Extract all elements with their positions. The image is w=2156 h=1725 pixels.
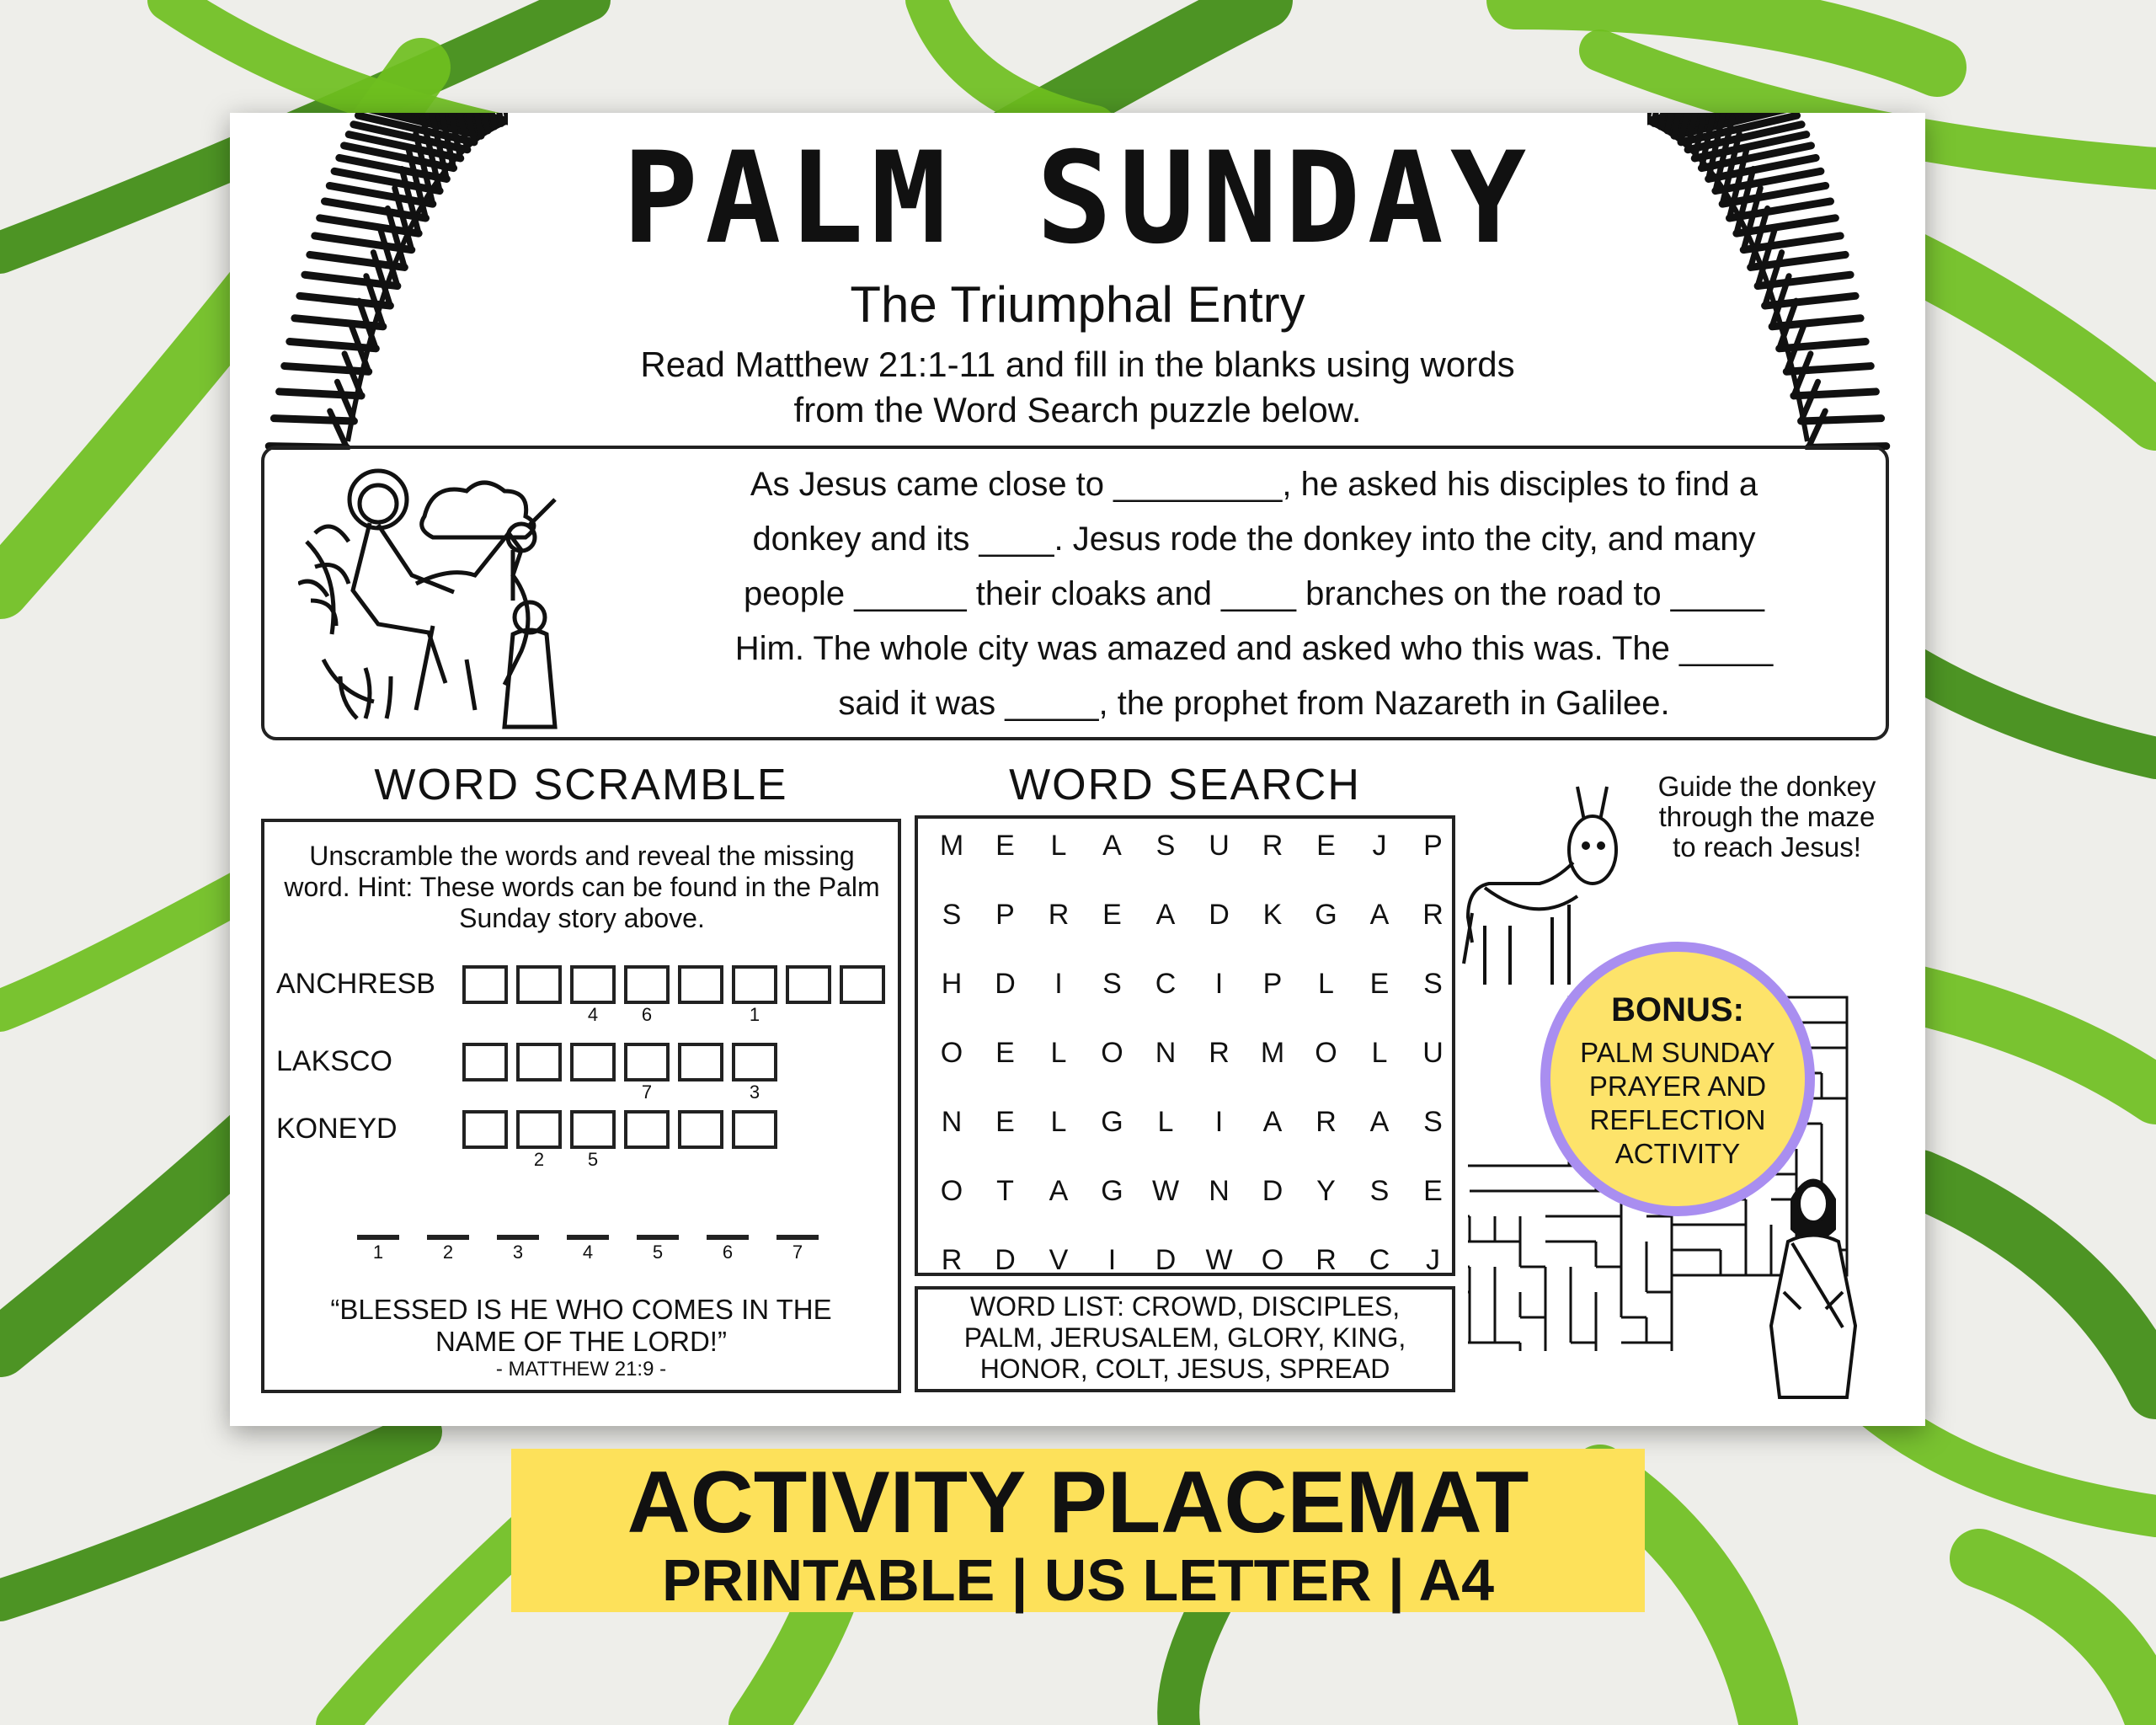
letter-box[interactable] xyxy=(462,965,508,1004)
answer-blank-number: 7 xyxy=(792,1242,803,1263)
story-line: people ______ their cloaks and ____ branches on the road to _____ xyxy=(743,575,1765,612)
letter-box[interactable] xyxy=(516,1043,562,1081)
maze-instructions-line: through the maze xyxy=(1658,801,1876,832)
letter-box[interactable] xyxy=(840,965,885,1004)
grid-letter[interactable]: J xyxy=(1372,830,1387,862)
grid-letter[interactable]: U xyxy=(1422,1037,1444,1069)
letter-box[interactable] xyxy=(624,965,670,1004)
grid-letter[interactable]: R xyxy=(1315,1106,1337,1138)
word-list-line: WORD LIST: CROWD, DISCIPLES, xyxy=(969,1291,1401,1322)
grid-letter[interactable]: J xyxy=(1426,1244,1440,1276)
word-list-line: PALM, JERUSALEM, GLORY, KING, xyxy=(963,1322,1406,1353)
product-banner xyxy=(511,1449,1645,1612)
grid-letter[interactable]: A xyxy=(1369,1106,1390,1138)
banner-subtitle: PRINTABLE | US LETTER | A4 xyxy=(661,1547,1495,1613)
letter-box[interactable] xyxy=(516,1110,562,1149)
page-title: PALM SUNDAY xyxy=(622,126,1534,272)
jesus-on-donkey-illustration xyxy=(298,457,601,735)
grid-letter[interactable]: N xyxy=(941,1106,963,1138)
grid-letter[interactable]: S xyxy=(1155,830,1176,862)
grid-letter[interactable]: P xyxy=(1423,830,1443,862)
grid-letter[interactable]: I xyxy=(1214,968,1224,1000)
grid-letter[interactable]: T xyxy=(996,1175,1014,1207)
grid-letter[interactable]: E xyxy=(1423,1175,1443,1207)
word-scramble-instructions: Unscramble the words and reveal the missing word. Hint: These words can be found in the Palm Sunday story above. xyxy=(284,841,880,933)
grid-letter[interactable]: L xyxy=(1371,1037,1388,1069)
grid-letter[interactable]: S xyxy=(1423,968,1443,1000)
palm-leaf xyxy=(1516,0,1937,67)
grid-letter[interactable]: A xyxy=(1262,1106,1283,1138)
maze-instructions-line: Guide the donkey xyxy=(1657,771,1876,802)
story-line: As Jesus came close to _________, he asked his disciples to find a xyxy=(750,466,1758,503)
maze-instructions xyxy=(1636,772,1897,862)
story-line: Him. The whole city was amazed and asked who this was. The _____ xyxy=(734,630,1774,667)
grid-letter[interactable]: L xyxy=(1050,830,1067,862)
letter-box[interactable] xyxy=(570,1110,616,1149)
answer-blank[interactable] xyxy=(357,1235,399,1240)
quote-line: NAME OF THE LORD!” xyxy=(435,1326,727,1357)
bonus-line: ACTIVITY xyxy=(1614,1138,1741,1169)
word-list-line: HONOR, COLT, JESUS, SPREAD xyxy=(979,1354,1390,1384)
letter-box[interactable] xyxy=(786,965,831,1004)
letter-box[interactable] xyxy=(678,965,723,1004)
grid-letter[interactable]: A xyxy=(1049,1175,1069,1207)
grid-letter[interactable]: O xyxy=(1315,1037,1337,1069)
letter-box[interactable] xyxy=(732,965,777,1004)
word-scramble-box xyxy=(261,819,901,1393)
bonus-label: BONUS: xyxy=(1611,991,1744,1028)
palm-leaf xyxy=(1920,1179,2156,1390)
grid-letter[interactable]: E xyxy=(995,830,1015,862)
grid-letter[interactable]: I xyxy=(1214,1106,1224,1138)
bonus-line: REFLECTION xyxy=(1589,1104,1766,1135)
grid-letter[interactable]: N xyxy=(1155,1037,1177,1069)
activity-placemat xyxy=(230,113,1925,1426)
letter-box[interactable] xyxy=(678,1110,723,1149)
letter-box[interactable] xyxy=(732,1043,777,1081)
answer-blank[interactable] xyxy=(776,1235,819,1240)
grid-letter[interactable]: S xyxy=(1369,1175,1390,1207)
letter-box[interactable] xyxy=(516,965,562,1004)
grid-letter[interactable]: N xyxy=(1209,1175,1230,1207)
palm-leaf xyxy=(0,884,253,1011)
grid-letter[interactable]: W xyxy=(1151,1175,1180,1207)
letter-number: 7 xyxy=(641,1081,653,1103)
answer-blank[interactable] xyxy=(707,1235,749,1240)
story-box xyxy=(261,446,1889,740)
grid-letter[interactable]: O xyxy=(940,1037,963,1069)
letter-box[interactable] xyxy=(624,1110,670,1149)
grid-letter[interactable]: L xyxy=(1050,1106,1067,1138)
page-subtitle: The Triumphal Entry xyxy=(850,276,1305,333)
grid-letter[interactable]: S xyxy=(942,899,962,931)
grid-letter[interactable]: L xyxy=(1318,968,1334,1000)
grid-letter[interactable]: D xyxy=(1262,1175,1283,1207)
grid-letter[interactable]: P xyxy=(995,899,1015,931)
grid-letter[interactable]: A xyxy=(1369,899,1390,931)
scrambled-word: ANCHRESB xyxy=(276,968,435,1000)
grid-letter[interactable]: I xyxy=(1107,1244,1117,1276)
grid-letter[interactable]: R xyxy=(1315,1244,1337,1276)
letter-number: 3 xyxy=(749,1081,760,1103)
grid-letter[interactable]: G xyxy=(1315,899,1337,931)
banner-title: ACTIVITY PLACEMAT xyxy=(627,1454,1529,1551)
word-search-heading: WORD SEARCH xyxy=(1009,761,1361,809)
grid-letter[interactable]: G xyxy=(1101,1106,1123,1138)
answer-blank-number: 6 xyxy=(722,1242,734,1263)
letter-box[interactable] xyxy=(732,1110,777,1149)
grid-letter[interactable]: R xyxy=(1209,1037,1230,1069)
word-scramble-heading: WORD SCRAMBLE xyxy=(374,761,788,809)
answer-blank-number: 5 xyxy=(652,1242,664,1263)
grid-letter[interactable]: H xyxy=(941,968,963,1000)
letter-number: 6 xyxy=(641,1004,653,1025)
answer-blank-number: 3 xyxy=(512,1242,524,1263)
palm-leaf xyxy=(0,1432,421,1600)
palm-leaf xyxy=(1979,1558,2156,1725)
answer-blank[interactable] xyxy=(427,1235,469,1240)
quote-line: “BLESSED IS HE WHO COMES IN THE xyxy=(330,1294,832,1325)
grid-letter[interactable]: D xyxy=(995,1244,1016,1276)
grid-letter[interactable]: R xyxy=(1422,899,1444,931)
grid-letter[interactable]: O xyxy=(1101,1037,1123,1069)
grid-letter[interactable]: R xyxy=(1262,830,1283,862)
grid-letter[interactable]: M xyxy=(1260,1037,1285,1069)
letter-box[interactable] xyxy=(624,1043,670,1081)
grid-letter[interactable]: P xyxy=(1262,968,1283,1000)
letter-box[interactable] xyxy=(462,1043,508,1081)
grid-letter[interactable]: K xyxy=(1262,899,1283,931)
answer-blank[interactable] xyxy=(497,1235,539,1240)
jesus-illustration xyxy=(1758,1166,1868,1402)
grid-letter[interactable]: L xyxy=(1050,1037,1067,1069)
grid-letter[interactable]: D xyxy=(995,968,1016,1000)
letter-number: 1 xyxy=(749,1004,760,1025)
grid-letter[interactable]: R xyxy=(1048,899,1070,931)
letter-box[interactable] xyxy=(570,1043,616,1081)
answer-blank[interactable] xyxy=(567,1235,609,1240)
bible-quote xyxy=(264,1294,898,1381)
grid-letter[interactable]: O xyxy=(940,1175,963,1207)
word-list xyxy=(915,1286,1455,1392)
grid-letter[interactable]: U xyxy=(1209,830,1230,862)
letter-box[interactable] xyxy=(570,965,616,1004)
letter-box[interactable] xyxy=(462,1110,508,1149)
grid-letter[interactable]: D xyxy=(1155,1244,1177,1276)
quote-reference: - MATTHEW 21:9 - xyxy=(495,1358,667,1381)
grid-letter[interactable]: E xyxy=(995,1037,1015,1069)
grid-letter[interactable]: R xyxy=(941,1244,963,1276)
grid-letter[interactable]: C xyxy=(1369,1244,1390,1276)
grid-letter[interactable]: W xyxy=(1205,1244,1233,1276)
grid-letter[interactable]: O xyxy=(1261,1244,1284,1276)
grid-letter[interactable]: M xyxy=(939,830,964,862)
grid-letter[interactable]: S xyxy=(1423,1106,1443,1138)
grid-letter[interactable]: E xyxy=(1369,968,1390,1000)
instructions xyxy=(230,342,1925,433)
scrambled-word: KONEYD xyxy=(276,1113,398,1145)
answer-blank-number: 1 xyxy=(372,1242,384,1263)
grid-letter[interactable]: C xyxy=(1155,968,1177,1000)
maze-instructions-line: to reach Jesus! xyxy=(1673,831,1861,862)
story-fill-in-text xyxy=(627,457,1881,731)
palm-leaf xyxy=(926,0,1095,126)
grid-letter[interactable]: E xyxy=(1316,830,1336,862)
answer-blank-number: 4 xyxy=(582,1242,594,1263)
grid-letter[interactable]: G xyxy=(1101,1175,1123,1207)
grid-letter[interactable]: D xyxy=(1209,899,1230,931)
letter-number: 5 xyxy=(587,1149,599,1170)
letter-number: 4 xyxy=(587,1004,599,1025)
grid-letter[interactable]: L xyxy=(1157,1106,1174,1138)
grid-letter[interactable]: V xyxy=(1049,1244,1069,1276)
answer-blank-number: 2 xyxy=(442,1242,454,1263)
grid-letter[interactable]: Y xyxy=(1316,1175,1336,1207)
grid-letter[interactable]: S xyxy=(1102,968,1122,1000)
grid-letter[interactable]: A xyxy=(1155,899,1176,931)
story-line: donkey and its ____. Jesus rode the donkey into the city, and many xyxy=(752,521,1756,558)
instructions-line: Read Matthew 21:1-11 and fill in the blanks using words xyxy=(640,344,1515,384)
answer-blank[interactable] xyxy=(637,1235,679,1240)
grid-letter[interactable]: A xyxy=(1102,830,1122,862)
grid-letter[interactable]: E xyxy=(995,1106,1015,1138)
grid-letter[interactable]: I xyxy=(1054,968,1063,1000)
word-search-grid xyxy=(915,815,1455,1276)
scrambled-word: LAKSCO xyxy=(276,1045,392,1077)
story-line: said it was _____, the prophet from Nazareth in Galilee. xyxy=(838,685,1670,722)
bonus-line: PRAYER AND xyxy=(1588,1071,1767,1102)
grid-letter[interactable]: E xyxy=(1102,899,1122,931)
letter-number: 2 xyxy=(533,1149,545,1170)
instructions-line: from the Word Search puzzle below. xyxy=(793,390,1362,430)
bonus-line: PALM SUNDAY xyxy=(1580,1037,1775,1068)
letter-box[interactable] xyxy=(678,1043,723,1081)
